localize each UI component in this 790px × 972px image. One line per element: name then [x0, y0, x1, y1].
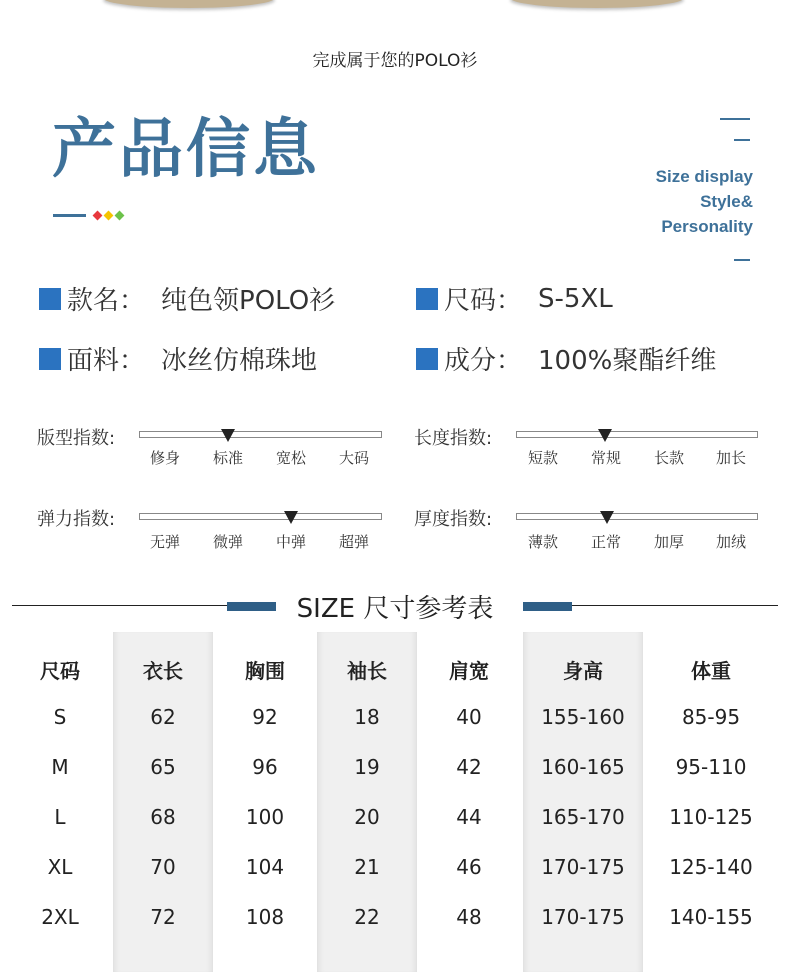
info-label: 面料： [67, 346, 146, 376]
table-header-cell: 肩宽 [449, 659, 489, 683]
index-tick-label: 无弹 [149, 533, 180, 551]
divider-right [572, 605, 778, 606]
side-dash-top-2 [734, 139, 750, 141]
index-marker-icon [598, 429, 612, 442]
table-cell: 100 [245, 805, 285, 829]
index-scale-bar [516, 431, 758, 438]
side-caption-line: Size display [655, 167, 753, 186]
table-cell: 72 [150, 905, 176, 929]
bullet-square-icon [39, 348, 61, 370]
side-caption-line: Style& [700, 192, 753, 211]
side-caption [656, 164, 753, 239]
table-header-cell: 尺码 [40, 659, 80, 683]
table-cell: 40 [456, 705, 482, 729]
table-cell: 92 [252, 705, 278, 729]
info-name [39, 280, 335, 317]
table-header-cell: 袖长 [347, 659, 387, 683]
table-cell: 46 [456, 855, 482, 879]
table-cell: 65 [150, 755, 176, 779]
table-cell: 44 [456, 805, 482, 829]
table-cell: 62 [150, 705, 176, 729]
index-marker-icon [284, 511, 298, 524]
index-tick-label: 加绒 [715, 533, 746, 551]
table-cell: 160-165 [541, 755, 625, 779]
info-fabric [39, 340, 317, 377]
table-cell: 42 [456, 755, 482, 779]
table-cell: 18 [354, 705, 380, 729]
table-cell: XL [47, 855, 73, 879]
info-value: 100%聚酯纤维 [538, 346, 717, 376]
page-title: 产品信息 [52, 113, 320, 187]
green-diamond-icon [115, 211, 125, 221]
tagline: 完成属于您的POLO衫 [312, 51, 478, 71]
index-tick-label: 超弹 [338, 533, 369, 551]
table-cell: 170-175 [541, 905, 625, 929]
table-cell: 96 [252, 755, 278, 779]
table-cell: 48 [456, 905, 482, 929]
table-cell: 140-155 [669, 905, 753, 929]
index-tick-label: 正常 [590, 533, 621, 551]
table-cell: 95-110 [675, 755, 747, 779]
table-cell: 20 [354, 805, 380, 829]
index-tick-label: 标准 [212, 449, 243, 467]
table-cell: 170-175 [541, 855, 625, 879]
table-header-cell: 衣长 [143, 659, 183, 683]
info-composition [416, 340, 716, 377]
table-cell: 68 [150, 805, 176, 829]
product-base-left [103, 0, 275, 8]
index-scale-bar [139, 431, 382, 438]
red-diamond-icon [93, 211, 103, 221]
index-tick-label: 大码 [338, 449, 369, 467]
index-marker-icon [600, 511, 614, 524]
table-cell: 165-170 [541, 805, 625, 829]
side-caption-line: Personality [661, 217, 753, 236]
info-value: 冰丝仿棉珠地 [161, 346, 318, 376]
bullet-square-icon [39, 288, 61, 310]
index-label: 厚度指数: [414, 509, 493, 530]
info-label: 款名： [67, 286, 146, 316]
index-tick-label: 中弹 [275, 533, 306, 551]
table-cell: 125-140 [669, 855, 753, 879]
info-label: 尺码： [444, 286, 523, 316]
info-label: 成分： [444, 346, 523, 376]
index-tick-label: 薄款 [527, 533, 558, 551]
table-cell: 22 [354, 905, 380, 929]
table-cell: S [53, 705, 67, 729]
table-cell: 110-125 [669, 805, 753, 829]
info-value: 纯色领POLO衫 [161, 286, 336, 316]
table-header-cell: 体重 [691, 659, 731, 683]
table-header-cell: 身高 [563, 659, 603, 683]
index-tick-label: 加厚 [653, 533, 684, 551]
table-cell: 70 [150, 855, 176, 879]
table-cell: L [54, 805, 66, 829]
index-label: 版型指数: [37, 428, 116, 449]
index-tick-label: 短款 [527, 449, 558, 467]
table-cell: 19 [354, 755, 380, 779]
side-dash-top-1 [720, 118, 750, 120]
table-cell: M [51, 755, 69, 779]
table-cell: 85-95 [681, 705, 741, 729]
table-cell: 104 [245, 855, 285, 879]
index-tick-label: 常规 [590, 449, 621, 467]
size-table-title: SIZE 尺寸参考表 [296, 594, 494, 624]
info-size [416, 280, 613, 317]
info-value: S-5XL [538, 283, 613, 314]
index-tick-label: 长款 [653, 449, 684, 467]
table-cell: 2XL [41, 905, 79, 929]
table-header-cell: 胸围 [245, 659, 285, 683]
index-tick-label: 微弹 [212, 533, 243, 551]
bullet-square-icon [416, 348, 438, 370]
divider-block-right [523, 602, 572, 611]
table-cell: 155-160 [541, 705, 625, 729]
index-tick-label: 宽松 [275, 449, 306, 467]
table-cell: 21 [354, 855, 380, 879]
product-base-right [510, 0, 684, 8]
index-label: 长度指数: [414, 428, 493, 449]
index-tick-label: 加长 [715, 449, 746, 467]
bullet-square-icon [416, 288, 438, 310]
index-scale-bar [516, 513, 758, 520]
index-tick-label: 修身 [149, 449, 180, 467]
yellow-diamond-icon [104, 211, 114, 221]
table-cell: 108 [245, 905, 285, 929]
index-label: 弹力指数: [37, 509, 116, 530]
title-underline [53, 214, 86, 217]
side-dash-bottom [734, 259, 750, 261]
index-marker-icon [221, 429, 235, 442]
index-scale-bar [139, 513, 382, 520]
